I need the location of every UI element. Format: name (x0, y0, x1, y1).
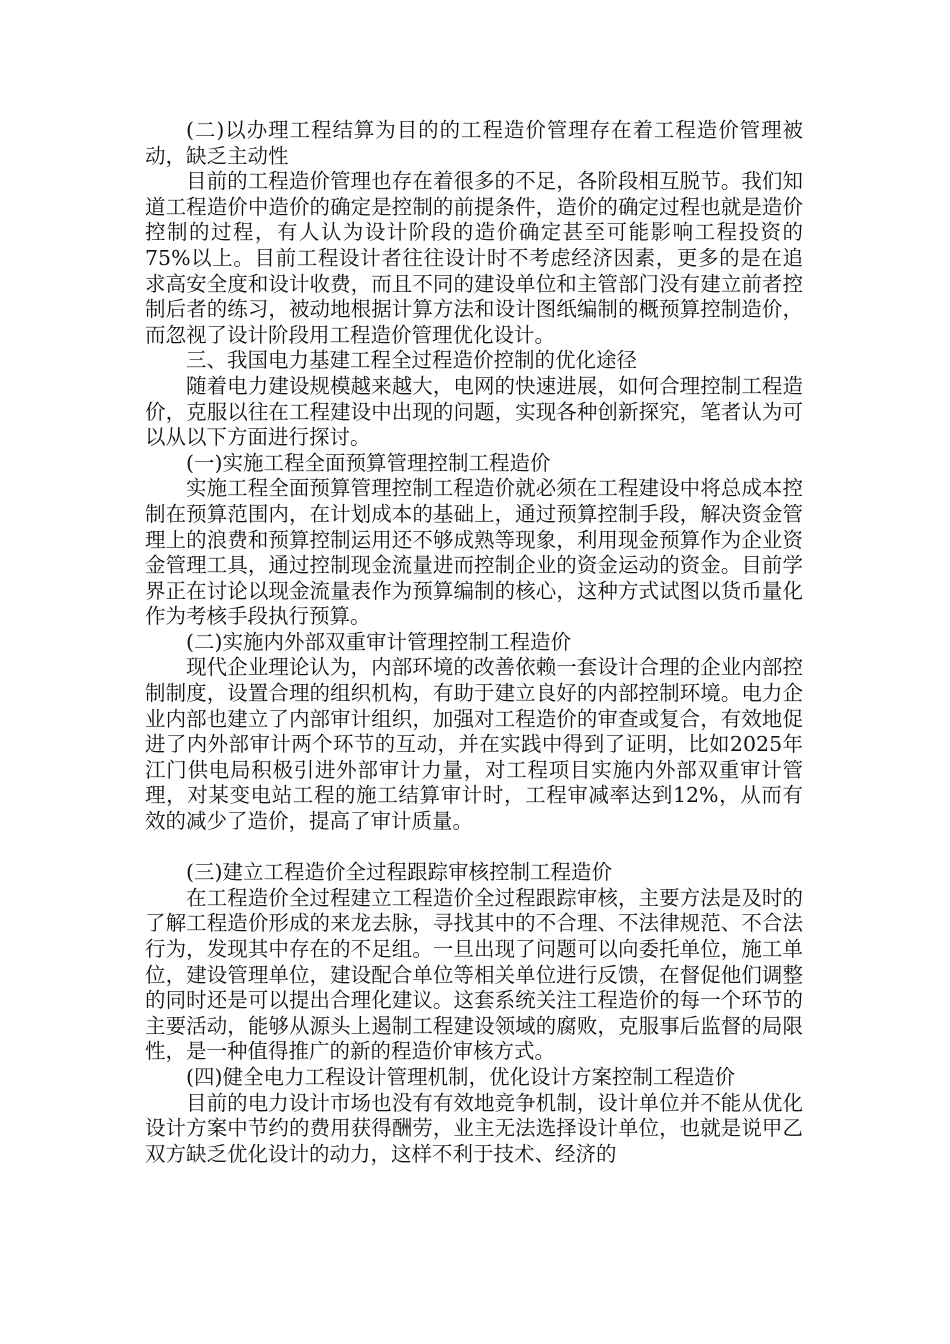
subsection-heading-4: (四)健全电力工程设计管理机制，优化设计方案控制工程造价 (186, 1064, 735, 1089)
body-paragraph: 现代企业理论认为，内部环境的改善依赖一套设计合理的企业内部控制制度，设置合理的组织机构，有助于建立良好的内部控制环境。电力企业内部也建立了内部审计组织，加强对工程造价的审查或复合，有效地促进了内外部审计两个环节的互动，并在实践中得到了证明，比如2025年江门供电局积极引进外部审计力量，对工程项目实施内外部双重审计管理，对某变电站工程的施工结算审计时，工程审减率达到12%，从而有效的减少了造价，提高了审计质量。 (145, 655, 803, 834)
body-paragraph: 目前的工程造价管理也存在着很多的不足，各阶段相互脱节。我们知道工程造价中造价的确定是控制的前提条件，造价的确定过程也就是造价控制的过程，有人认为设计阶段的造价确定甚至可能影响工程投资的75%以上。目前工程设计者往往设计时不考虑经济因素，更多的是在追求高安全度和设计收费，而且不同的建设单位和主管部门没有建立前者控制后者的练习，被动地根据计算方法和设计图纸编制的概预算控制造价，而忽视了设计阶段用工程造价管理优化设计。 (145, 169, 803, 347)
body-paragraph: 在工程造价全过程建立工程造价全过程跟踪审核，主要方法是及时的了解工程造价形成的来龙去脉，寻找其中的不合理、不法律规范、不合法行为，发现其中存在的不足组。一旦出现了问题可以向委托单位，施工单位，建设管理单位，建设配合单位等相关单位进行反馈，在督促他们调整的同时还是可以提出合理化建议。这套系统关注工程造价的每一个环节的主要活动，能够从源头上遏制工程建设领域的腐败，克服事后监督的局限性，是一种值得推广的新的程造价审核方式。 (145, 885, 803, 1064)
body-paragraph: 目前的电力设计市场也没有有效地竞争机制，设计单位并不能从优化设计方案中节约的费用获得酬劳，业主无法选择设计单位，也就是说甲乙双方缺乏优化设计的动力，这样不利于技术、经济的 (145, 1090, 803, 1166)
subsection-heading-3: (三)建立工程造价全过程跟踪审核控制工程造价 (186, 860, 612, 885)
blank-line (145, 835, 803, 861)
subsection-heading-1: (一)实施工程全面预算管理控制工程造价 (186, 450, 551, 475)
subsection-heading-2: (二)实施内外部双重审计管理控制工程造价 (186, 629, 571, 654)
section-heading-3: 三、我国电力基建工程全过程造价控制的优化途径 (186, 348, 637, 373)
body-paragraph: 实施工程全面预算管理控制工程造价就必须在工程建设中将总成本控制在预算范围内，在计划成本的基础上，通过预算控制手段，解决资金管理上的浪费和预算控制运用还不够成熟等现象，利用现金预算作为企业资金管理工具，通过控制现金流量进而控制企业的资金运动的资金。目前学界正在讨论以现金流量表作为预算编制的核心，这种方式试图以货币量化作为考核手段执行预算。 (145, 476, 803, 629)
body-paragraph: 随着电力建设规模越来越大，电网的快速进展，如何合理控制工程造价，克服以往在工程建设中出现的问题，实现各种创新探究，笔者认为可以从以下方面进行探讨。 (145, 373, 803, 450)
document-body (145, 118, 803, 1167)
section-heading-2-1: (二)以办理工程结算为目的的工程造价管理存在着工程造价管理被动，缺乏主动性 (145, 118, 803, 168)
